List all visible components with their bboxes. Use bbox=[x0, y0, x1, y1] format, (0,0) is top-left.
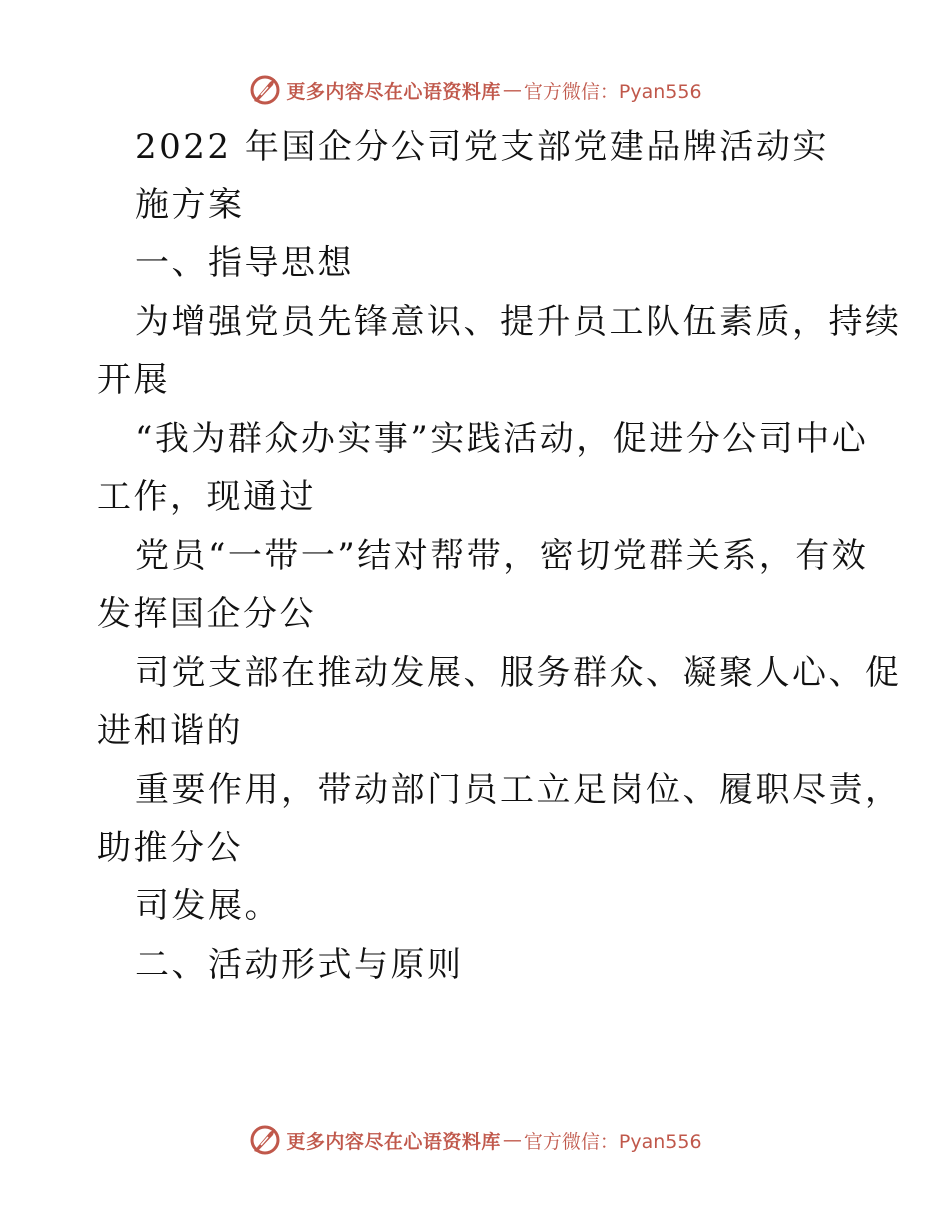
section-heading-1: 一、指导思想 bbox=[135, 243, 354, 283]
watermark-separator: — bbox=[502, 79, 522, 101]
watermark-contact: 官方微信：Pyan556 bbox=[523, 1130, 702, 1153]
paragraph-line: 司党支部在推动发展、服务群众、凝聚人心、促 bbox=[135, 653, 902, 693]
feather-seal-icon bbox=[248, 1123, 282, 1157]
paragraph-line: 为增强党员先锋意识、提升员工队伍素质，持续 bbox=[135, 302, 902, 342]
watermark-contact: 官方微信：Pyan556 bbox=[523, 80, 702, 103]
paragraph-line: 党员“一带一”结对帮带，密切党群关系，有效 bbox=[135, 536, 869, 576]
paragraph-line: 重要作用，带动部门员工立足岗位、履职尽责， bbox=[135, 770, 902, 810]
paragraph-line: 开展 bbox=[97, 360, 170, 400]
paragraph-line: 进和谐的 bbox=[97, 711, 243, 751]
watermark-brand: 更多内容尽在心语资料库 bbox=[286, 80, 501, 103]
paragraph-line: 助推分公 bbox=[97, 828, 243, 868]
paragraph-line: 司发展。 bbox=[135, 886, 281, 926]
doc-title-line-2: 施方案 bbox=[135, 185, 245, 225]
watermark-separator: — bbox=[502, 1129, 522, 1151]
paragraph-line: 工作，现通过 bbox=[97, 477, 316, 517]
paragraph-line: 发挥国企分公 bbox=[97, 594, 316, 634]
doc-title-line-1: 2022 年国企分公司党支部党建品牌活动实 bbox=[135, 127, 829, 167]
watermark-brand: 更多内容尽在心语资料库 bbox=[286, 1130, 501, 1153]
section-heading-2: 二、活动形式与原则 bbox=[135, 945, 464, 985]
paragraph-line: “我为群众办实事”实践活动，促进分公司中心 bbox=[135, 419, 869, 459]
watermark-banner-bottom bbox=[0, 1120, 950, 1160]
